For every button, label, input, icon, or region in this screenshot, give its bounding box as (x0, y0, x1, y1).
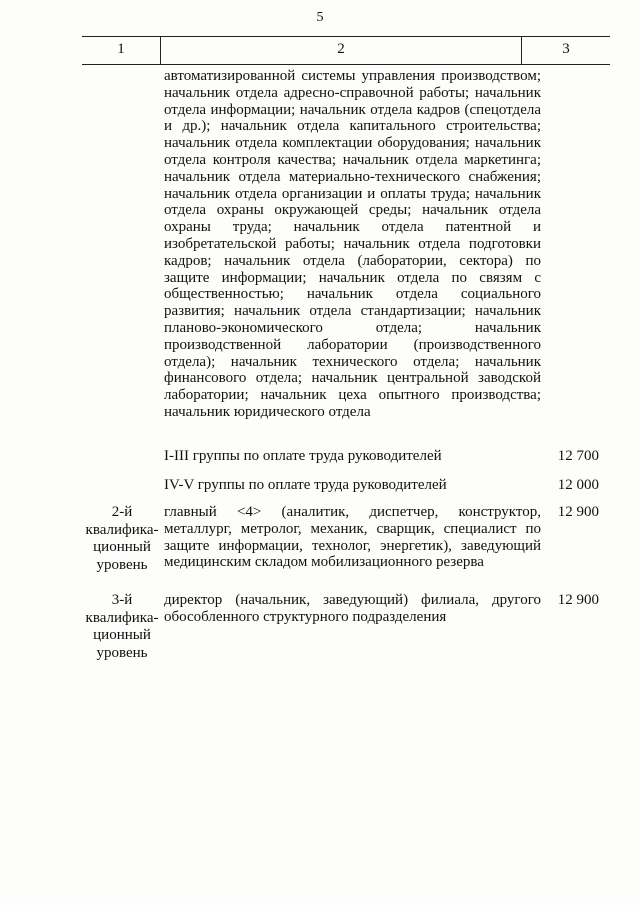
group-description: I-III группы по оплате труда руководителей (164, 448, 442, 464)
position-list-description: автоматизированной системы управления производством; начальник отдела адресно-справочной работы; начальник отдела информации; начальник отдела кадров (спецотдела и др.); начальник отдела капитального строительства; начальник отдела комплектации оборудования; начальник отдела контроля качества; начальник отдела маркетинга; начальник отдела материально-технического снабжения; начальник отдела организации и оплаты труда; начальник отдела охраны окружающей среды; начальник отдела охраны труда; начальник отдела патентной и изобретательской работы; начальник отдела подготовки кадров; начальник отдела (лаборатории, сектора) по защите информации; начальник отдела по связям с общественностью; начальник отдела социального развития; начальник отдела стандартизации; начальник планово-экономического отдела; начальник производственной лаборатории (производственного отдела); начальник технического отдела; начальник финансового отдела; начальник центральной заводской лаборатории; начальник цеха опытного производства; начальник юридического отдела (164, 68, 541, 420)
position-description: директор (начальник, заведующий) филиала, другого обособленного структурного подразделения (164, 592, 541, 625)
salary-value: 12 700 (557, 448, 599, 464)
column-header-3: 3 (562, 41, 570, 57)
page-number: 5 (316, 10, 324, 25)
position-description: главный <4> (аналитик, диспетчер, конструктор, металлург, метролог, механик, сварщик, специалист по защите информации, технолог, энергетик), заведующий медицинским складом мобилизационного резерва (164, 504, 541, 571)
table-header-top-border (82, 36, 610, 37)
qualification-level: 3-й квалифика-ционный уровень (85, 592, 159, 661)
column-header-1: 1 (117, 41, 125, 57)
column-header-2: 2 (337, 41, 345, 57)
salary-value: 12 000 (557, 477, 599, 493)
salary-value: 12 900 (557, 504, 599, 520)
qualification-level: 2-й квалифика-ционный уровень (85, 504, 159, 573)
group-description: IV-V группы по оплате труда руководителей (164, 477, 447, 493)
salary-value: 12 900 (557, 592, 599, 608)
table-header-bottom-border (82, 64, 610, 65)
